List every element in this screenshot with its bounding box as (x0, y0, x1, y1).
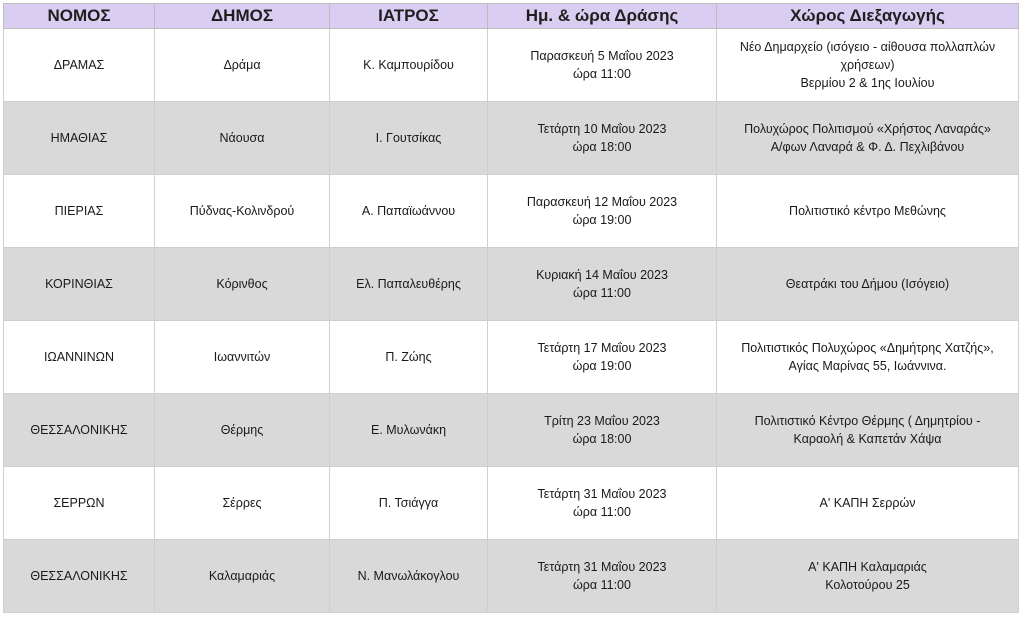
cell-venue (717, 540, 1019, 613)
cell-nomos: ΚΟΡΙΝΘΙΑΣ (4, 248, 155, 321)
cell-dimos: Ιωαννιτών (155, 321, 330, 394)
venue-line: Πολιτιστικός Πολυχώρος «Δημήτρης Χατζής», (741, 341, 994, 355)
cell-venue (717, 175, 1019, 248)
time-text: ώρα 11:00 (573, 67, 631, 81)
cell-date-time (488, 248, 717, 321)
date-text: Παρασκευή 12 Μαΐου 2023 (526, 195, 678, 209)
table-row (4, 248, 1019, 321)
cell-dimos: Θέρμης (155, 394, 330, 467)
table-row (4, 29, 1019, 102)
date-text: Τετάρτη 17 Μαΐου 2023 (537, 341, 667, 355)
cell-nomos: ΗΜΑΘΙΑΣ (4, 102, 155, 175)
cell-iatros: Α. Παπαϊωάννου (330, 175, 488, 248)
column-header-iatros: ΙΑΤΡΟΣ (330, 4, 488, 29)
cell-iatros: Ε. Μυλωνάκη (330, 394, 488, 467)
cell-dimos: Δράμα (155, 29, 330, 102)
cell-iatros: Ν. Μανωλάκογλου (330, 540, 488, 613)
time-text: ώρα 18:00 (572, 140, 632, 154)
date-text: Τετάρτη 31 Μαΐου 2023 (537, 560, 667, 574)
table-row (4, 321, 1019, 394)
schedule-table (3, 3, 1019, 613)
date-text: Παρασκευή 5 Μαΐου 2023 (530, 49, 674, 63)
venue-line: χρήσεων) (840, 58, 895, 72)
venue-line: Κολοτούρου 25 (825, 578, 910, 592)
cell-date-time (488, 29, 717, 102)
table-body (4, 29, 1019, 613)
column-header-dimos: ΔΗΜΟΣ (155, 4, 330, 29)
cell-date-time (488, 540, 717, 613)
cell-date-time (488, 467, 717, 540)
cell-nomos: ΘΕΣΣΑΛΟΝΙΚΗΣ (4, 540, 155, 613)
table-row (4, 394, 1019, 467)
cell-iatros: Π. Τσιάγγα (330, 467, 488, 540)
venue-line: Θεατράκι του Δήμου (Ισόγειο) (785, 277, 950, 291)
venue-line: Πολιτιστικό Κέντρο Θέρμης ( Δημητρίου - (754, 414, 981, 428)
date-text: Τρίτη 23 Μαΐου 2023 (544, 414, 660, 428)
cell-iatros: Π. Ζώης (330, 321, 488, 394)
venue-line: Πολυχώρος Πολιτισμού «Χρήστος Λαναράς» (744, 122, 991, 136)
venue-line: Βερμίου 2 & 1ης Ιουλίου (800, 76, 935, 90)
time-text: ώρα 11:00 (573, 578, 631, 592)
time-text: ώρα 11:00 (573, 505, 631, 519)
column-header-venue: Χώρος Διεξαγωγής (717, 4, 1019, 29)
cell-nomos: ΣΕΡΡΩΝ (4, 467, 155, 540)
cell-iatros: Κ. Καμπουρίδου (330, 29, 488, 102)
header-row (4, 4, 1019, 29)
cell-venue (717, 29, 1019, 102)
cell-date-time (488, 102, 717, 175)
cell-nomos: ΘΕΣΣΑΛΟΝΙΚΗΣ (4, 394, 155, 467)
table-row (4, 102, 1019, 175)
cell-dimos: Νάουσα (155, 102, 330, 175)
time-text: ώρα 11:00 (573, 286, 631, 300)
venue-line: Αγίας Μαρίνας 55, Ιωάννινα. (788, 359, 947, 373)
schedule-table-wrapper (3, 3, 1018, 613)
cell-nomos: ΔΡΑΜΑΣ (4, 29, 155, 102)
venue-line: Καραολή & Καπετάν Χάψα (793, 432, 942, 446)
cell-venue (717, 321, 1019, 394)
table-row (4, 467, 1019, 540)
venue-line: Α/φων Λαναρά & Φ. Δ. Πεχλιβάνου (770, 140, 965, 154)
cell-dimos: Κόρινθος (155, 248, 330, 321)
column-header-nomos: ΝΟΜΟΣ (4, 4, 155, 29)
column-header-date-time: Ημ. & ώρα Δράσης (488, 4, 717, 29)
table-row (4, 175, 1019, 248)
venue-line: Πολιτιστικό κέντρο Μεθώνης (789, 204, 946, 218)
cell-venue (717, 102, 1019, 175)
cell-dimos: Καλαμαριάς (155, 540, 330, 613)
cell-iatros: Ελ. Παπαλευθέρης (330, 248, 488, 321)
cell-date-time (488, 394, 717, 467)
time-text: ώρα 19:00 (572, 213, 632, 227)
date-text: Τετάρτη 10 Μαΐου 2023 (537, 122, 667, 136)
cell-dimos: Σέρρες (155, 467, 330, 540)
date-text: Τετάρτη 31 Μαΐου 2023 (537, 487, 667, 501)
cell-venue (717, 467, 1019, 540)
cell-dimos: Πύδνας-Κολινδρού (155, 175, 330, 248)
cell-venue (717, 248, 1019, 321)
cell-date-time (488, 321, 717, 394)
date-text: Κυριακή 14 Μαΐου 2023 (536, 268, 668, 282)
table-row (4, 540, 1019, 613)
time-text: ώρα 19:00 (572, 359, 632, 373)
cell-iatros: Ι. Γουτσίκας (330, 102, 488, 175)
cell-nomos: ΠΙΕΡΙΑΣ (4, 175, 155, 248)
venue-line: Α' ΚΑΠΗ Σερρών (819, 496, 916, 510)
time-text: ώρα 18:00 (572, 432, 632, 446)
venue-line: Νέο Δημαρχείο (ισόγειο - αίθουσα πολλαπλών (739, 40, 996, 54)
cell-nomos: ΙΩΑΝΝΙΝΩΝ (4, 321, 155, 394)
table-header (4, 4, 1019, 29)
cell-date-time (488, 175, 717, 248)
venue-line: Α' ΚΑΠΗ Καλαμαριάς (808, 560, 927, 574)
cell-venue (717, 394, 1019, 467)
